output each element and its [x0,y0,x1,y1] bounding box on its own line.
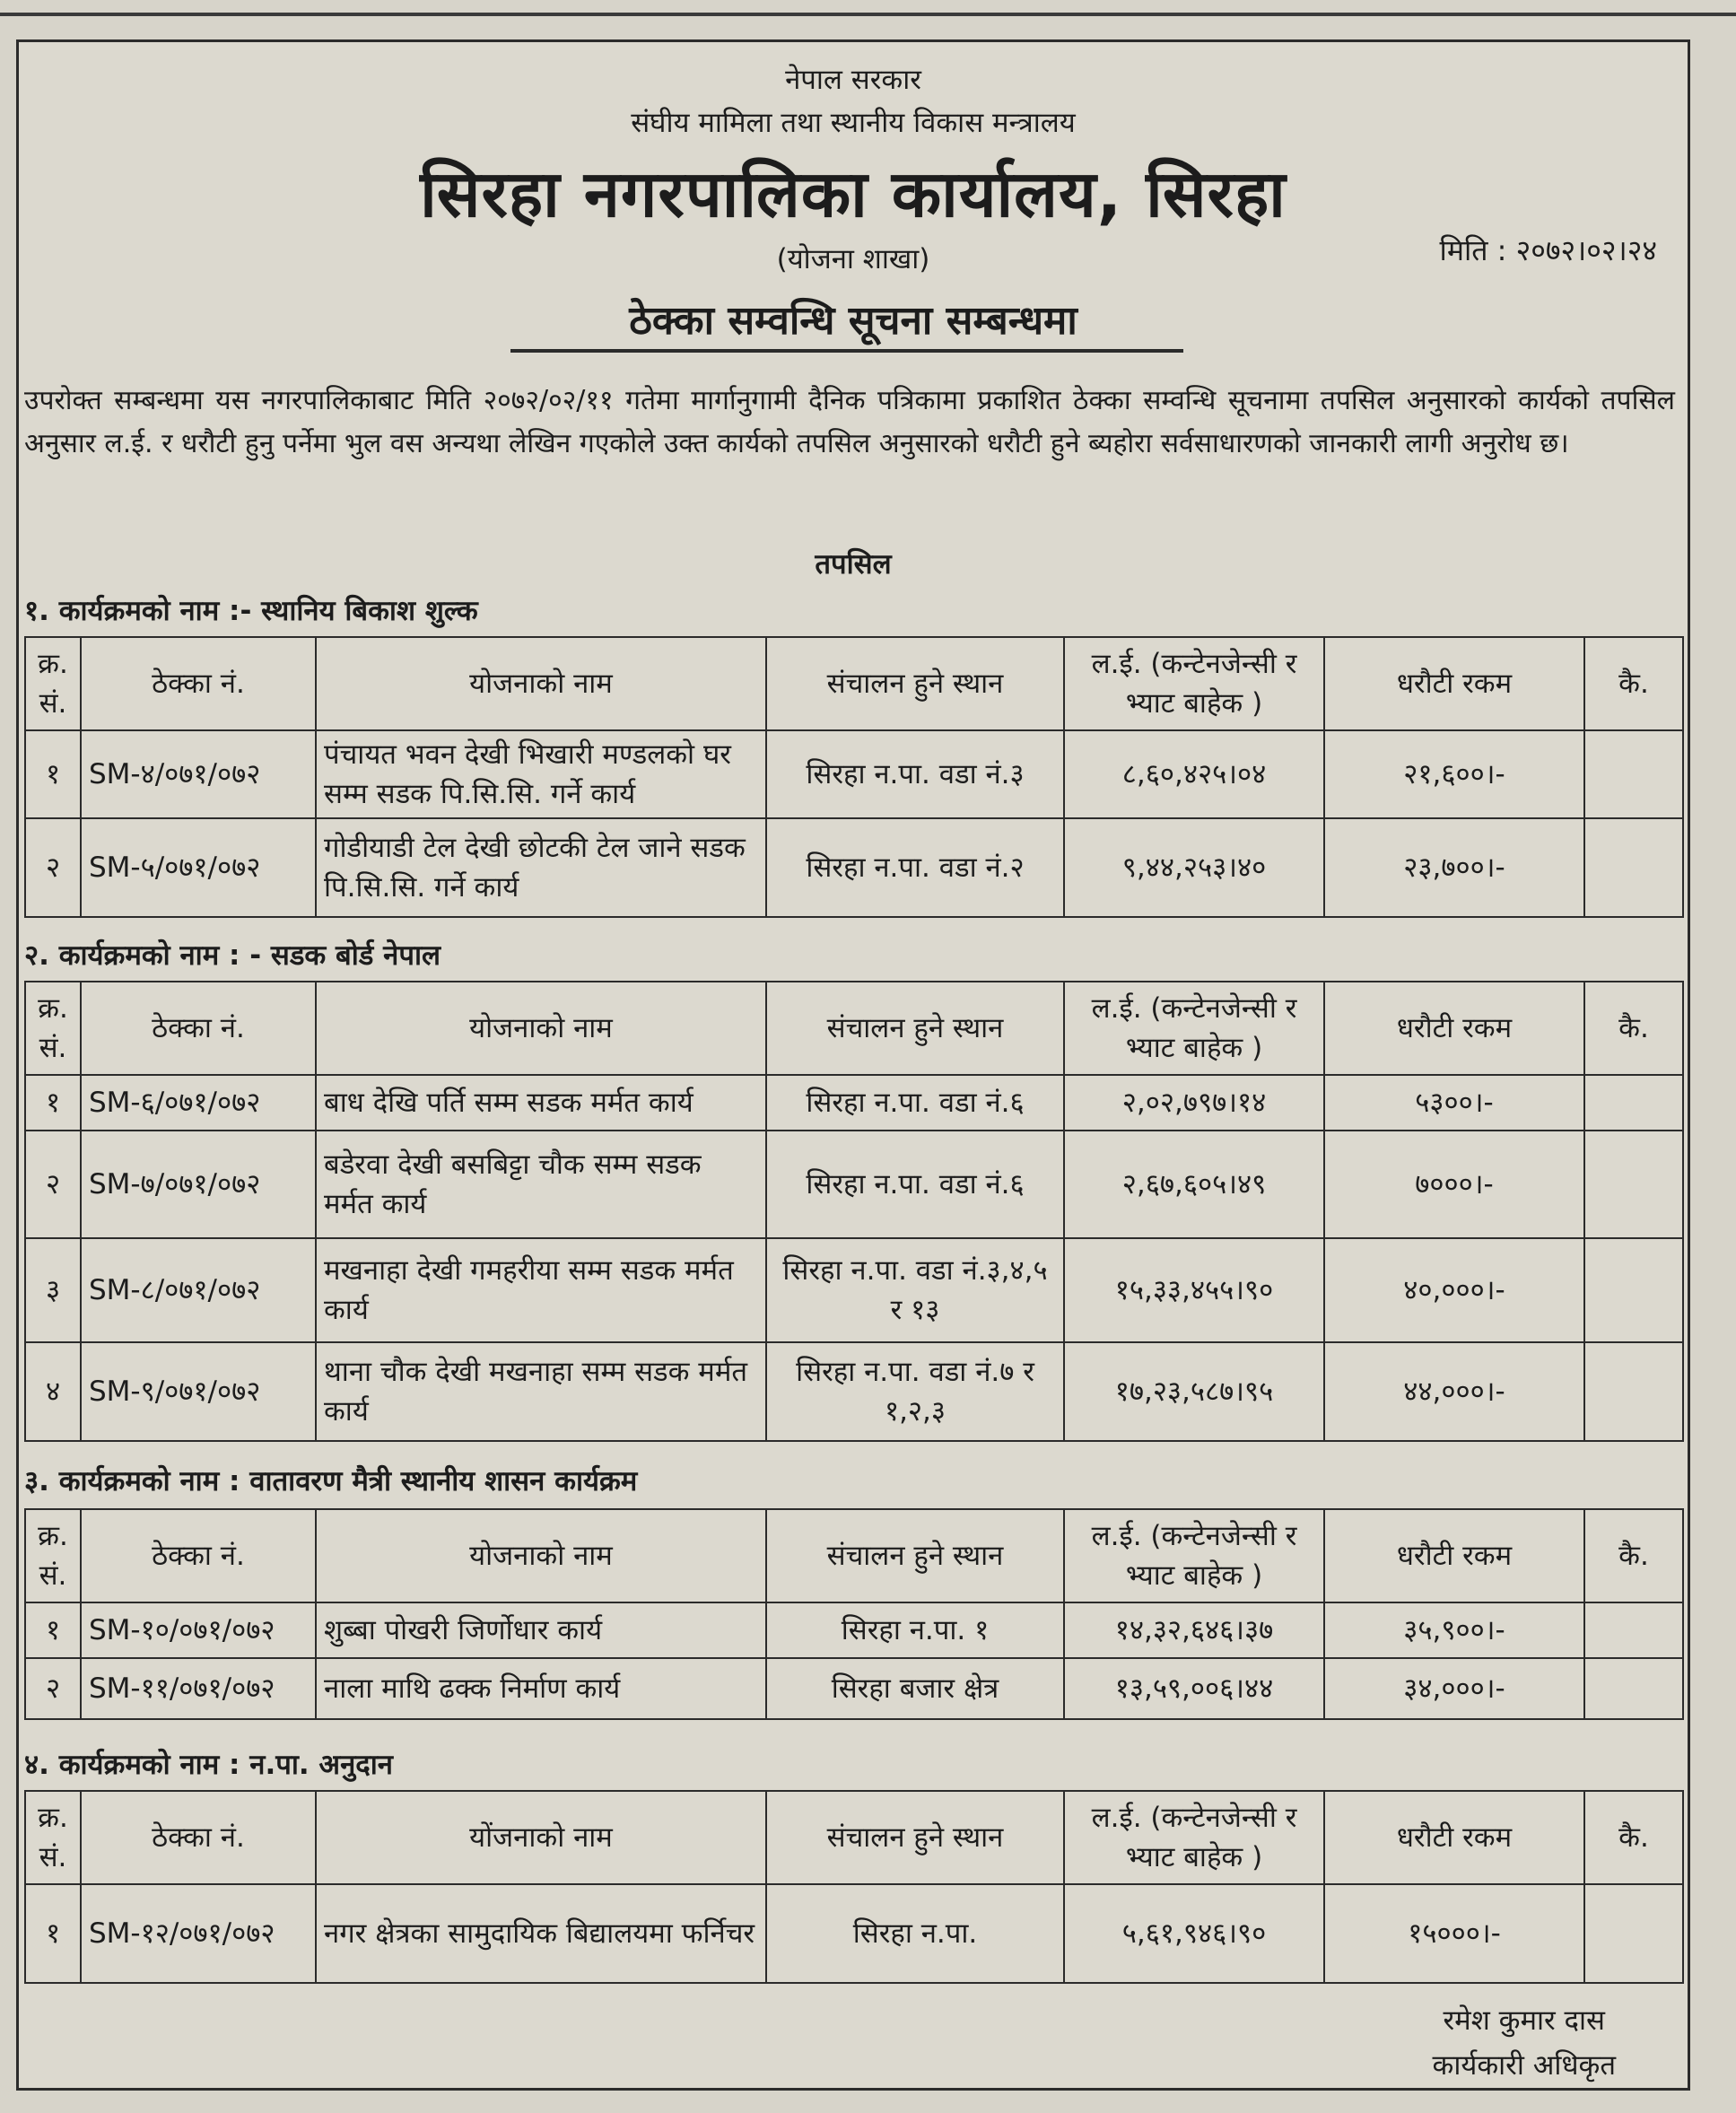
section-4-table [24,1790,1684,1984]
table-row [25,1238,1683,1342]
subject-underline [510,349,1183,353]
col-estimate: ल.ई. (कन्टेनजेन्सी र भ्याट बाहेक ) [1064,1791,1324,1884]
cell-serial: १ [25,730,81,818]
cell-estimate: ५,६१,९४६।९० [1064,1884,1324,1983]
cell-contract-no: SM-५/०७१/०७२ [81,818,316,917]
col-serial: क्र. सं. [25,1791,81,1884]
cell-deposit: ३४,०००।- [1324,1658,1584,1719]
col-estimate: ल.ई. (कन्टेनजेन्सी र भ्याट बाहेक ) [1064,1509,1324,1602]
col-serial: क्र. सं. [25,1509,81,1602]
table-row [25,1075,1683,1131]
cell-serial: ३ [25,1238,81,1342]
cell-contract-no: SM-८/०७१/०७२ [81,1238,316,1342]
cell-estimate: ९,४४,२५३।४० [1064,818,1324,917]
section-2-table [24,981,1684,1442]
cell-serial: १ [25,1884,81,1983]
cell-project-name: मखनाहा देखी गमहरीया सम्म सडक मर्मत कार्य [316,1238,766,1342]
cell-remarks [1584,1131,1683,1238]
col-location: संचालन हुने स्थान [766,1791,1064,1884]
col-location: संचालन हुने स्थान [766,637,1064,730]
table-row [25,818,1683,917]
branch-line: (योजना शाखा) [776,243,930,275]
cell-deposit: ३५,९००।- [1324,1602,1584,1658]
col-estimate: ल.ई. (कन्टेनजेन्सी र भ्याट बाहेक ) [1064,637,1324,730]
cell-deposit: ५३००।- [1324,1075,1584,1131]
notice-subject: ठेक्का सम्वन्धि सूचना सम्बन्धमा [629,298,1077,344]
col-contract-no: ठेक्का नं. [81,637,316,730]
col-serial: क्र. सं. [25,637,81,730]
cell-contract-no: SM-७/०७१/०७२ [81,1131,316,1238]
cell-location: सिरहा न.पा. १ [766,1602,1064,1658]
cell-contract-no: SM-११/०७१/०७२ [81,1658,316,1719]
notice-date: मिति : २०७२।०२।२४ [1439,233,1657,267]
cell-remarks [1584,1238,1683,1342]
cell-location: सिरहा न.पा. वडा नं.६ [766,1075,1064,1131]
cell-deposit: २१,६००।- [1324,730,1584,818]
notice-box [16,39,1690,2091]
cell-remarks [1584,1602,1683,1658]
col-estimate: ल.ई. (कन्टेनजेन्सी र भ्याट बाहेक ) [1064,982,1324,1075]
section-1-title: १. कार्यक्रमको नाम :- स्थानिय बिकाश शुल्क [24,595,478,627]
cell-location: सिरहा बजार क्षेत्र [766,1658,1064,1719]
col-location: संचालन हुने स्थान [766,1509,1064,1602]
cell-estimate: ८,६०,४२५।०४ [1064,730,1324,818]
section-2-title: २. कार्यक्रमको नाम : - सडक बोर्ड नेपाल [24,939,441,972]
cell-deposit: २३,७००।- [1324,818,1584,917]
col-deposit: धरौटी रकम [1324,1509,1584,1602]
ministry-line: संघीय मामिला तथा स्थानीय विकास मन्त्रालय [631,107,1076,139]
col-deposit: धरौटी रकम [1324,1791,1584,1884]
col-remarks: कै. [1584,1791,1683,1884]
government-line: नेपाल सरकार [785,64,921,96]
table-header-row [25,1509,1683,1602]
cell-deposit: १५०००।- [1324,1884,1584,1983]
col-project-name: योजनाको नाम [316,637,766,730]
cell-deposit: ४०,०००।- [1324,1238,1584,1342]
signature-block [1433,1998,1616,2088]
table-row [25,730,1683,818]
notice-body: उपरोक्त सम्बन्धमा यस नगरपालिकाबाट मिति २०७२/०२/११ गतेमा मार्गानुगामी दैनिक पत्रिकामा प्रकाशित ठेक्का सम्वन्धि सूचनामा तपसिल अनुसारको कार्यको तपसिल अनुसार ल.ई. र धरौटी हुनु पर्नेमा भुल वस अन्यथा लेखिन गएकोले उक्त कार्यको तपसिल अनुसारको धरौटी हुने ब्यहोरा सर्वसाधारणको जानकारी लागी अनुरोध छ। [24,385,1675,459]
section-3-title: ३. कार्यक्रमको नाम : वातावरण मैत्री स्थानीय शासन कार्यक्रम [24,1465,638,1497]
table-header-row [25,1791,1683,1884]
cell-location: सिरहा न.पा. वडा नं.२ [766,818,1064,917]
cell-contract-no: SM-१०/०७१/०७२ [81,1602,316,1658]
section-1-table [24,636,1684,918]
col-location: संचालन हुने स्थान [766,982,1064,1075]
cell-contract-no: SM-९/०७१/०७२ [81,1342,316,1441]
cell-serial: २ [25,818,81,917]
cell-project-name: गोडीयाडी टेल देखी छोटकी टेल जाने सडक पि.सि.सि. गर्ने कार्य [316,818,766,917]
col-contract-no: ठेक्का नं. [81,1509,316,1602]
col-serial: क्र. सं. [25,982,81,1075]
cell-remarks [1584,1342,1683,1441]
cell-estimate: १४,३२,६४६।३७ [1064,1602,1324,1658]
cell-location: सिरहा न.पा. [766,1884,1064,1983]
cell-serial: ४ [25,1342,81,1441]
table-row [25,1602,1683,1658]
cell-serial: १ [25,1075,81,1131]
table-row [25,1131,1683,1238]
cell-project-name: नाला माथि ढक्क निर्माण कार्य [316,1658,766,1719]
col-project-name: योजनाको नाम [316,1509,766,1602]
cell-serial: २ [25,1131,81,1238]
cell-location: सिरहा न.पा. वडा नं.३,४,५ र १३ [766,1238,1064,1342]
cell-project-name: बाध देखि पर्ति सम्म सडक मर्मत कार्य [316,1075,766,1131]
section-4-title: ४. कार्यक्रमको नाम : न.पा. अनुदान [24,1749,394,1781]
col-project-name: योजनाको नाम [316,982,766,1075]
cell-deposit: ७०००।- [1324,1131,1584,1238]
cell-serial: १ [25,1602,81,1658]
col-deposit: धरौटी रकम [1324,982,1584,1075]
cell-serial: २ [25,1658,81,1719]
col-remarks: कै. [1584,637,1683,730]
table-row [25,1658,1683,1719]
cell-estimate: १५,३३,४५५।९० [1064,1238,1324,1342]
top-rule [0,13,1736,16]
cell-estimate: १३,५९,००६।४४ [1064,1658,1324,1719]
table-row [25,1884,1683,1983]
cell-remarks [1584,1884,1683,1983]
col-contract-no: ठेक्का नं. [81,982,316,1075]
col-deposit: धरौटी रकम [1324,637,1584,730]
cell-remarks [1584,818,1683,917]
table-row [25,1342,1683,1441]
cell-project-name: थाना चौक देखी मखनाहा सम्म सडक मर्मत कार्य [316,1342,766,1441]
cell-project-name: पंचायत भवन देखी भिखारी मण्डलको घर सम्म सडक पि.सि.सि. गर्ने कार्य [316,730,766,818]
cell-contract-no: SM-१२/०७१/०७२ [81,1884,316,1983]
table-header-row [25,637,1683,730]
cell-deposit: ४४,०००।- [1324,1342,1584,1441]
cell-remarks [1584,1075,1683,1131]
cell-project-name: नगर क्षेत्रका सामुदायिक बिद्यालयमा फर्निचर [316,1884,766,1983]
signatory-name: रमेश कुमार दास [1443,2004,1606,2037]
col-remarks: कै. [1584,982,1683,1075]
cell-location: सिरहा न.पा. वडा नं.६ [766,1131,1064,1238]
office-title: सिरहा नगरपालिका कार्यालय, सिरहा [420,156,1287,231]
col-contract-no: ठेक्का नं. [81,1791,316,1884]
cell-contract-no: SM-४/०७१/०७२ [81,730,316,818]
col-project-name: योंजनाको नाम [316,1791,766,1884]
cell-estimate: २,०२,७९७।१४ [1064,1075,1324,1131]
cell-remarks [1584,730,1683,818]
section-3-table [24,1508,1684,1720]
cell-location: सिरहा न.पा. वडा नं.३ [766,730,1064,818]
cell-remarks [1584,1658,1683,1719]
signatory-designation: कार्यकारी अधिकृत [1432,2049,1616,2082]
cell-project-name: शुब्बा पोखरी जिर्णोधार कार्य [316,1602,766,1658]
tapsil-heading: तपसिल [815,548,892,581]
cell-location: सिरहा न.पा. वडा नं.७ र १,२,३ [766,1342,1064,1441]
cell-project-name: बडेरवा देखी बसबिट्टा चौक सम्म सडक मर्मत कार्य [316,1131,766,1238]
col-remarks: कै. [1584,1509,1683,1602]
cell-contract-no: SM-६/०७१/०७२ [81,1075,316,1131]
table-header-row [25,982,1683,1075]
cell-estimate: २,६७,६०५।४९ [1064,1131,1324,1238]
cell-estimate: १७,२३,५८७।९५ [1064,1342,1324,1441]
